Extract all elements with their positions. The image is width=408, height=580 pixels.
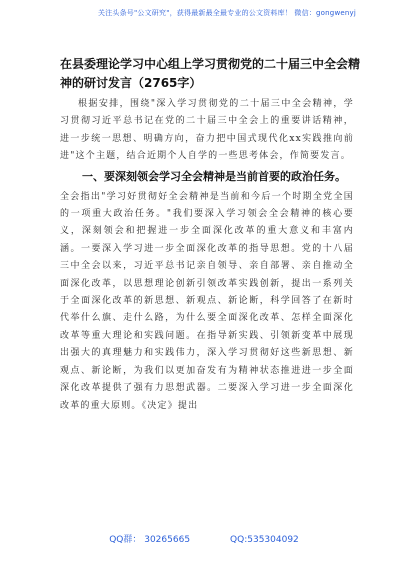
- footer-contact: [0, 532, 408, 545]
- footer-qq-group: QQ群： 30265665: [109, 535, 191, 545]
- section-body-1: 全会指出"学习好贯彻好全会精神是当前和今后一个时期全党全国的一项重大政治任务。"我们要深入学习领会全会精神的核心要义，深刻领会和把握进一步全面深化改革的重大意义和丰富内涵。一要深入学习进一步全面深化改革的指导思想。党的十八届三中全会以来，习近平总书记亲自领导、亲自部署、亲自推动全面深化改革，以思想理论创新引领改革实践创新，提出一系列关于全面深化改革的新思想、新观点、新论断，科学回答了在新时代举什么旗、走什么路，为什么要全面深化改革、怎样全面深化改革等重大理论和实践问题。在指导新实践、引领新变革中展现出强大的真理魅力和实践伟力，深入学习贯彻好这些新思想、新观点、新论断，为我们以更加奋发有为精神状态推进进一步全面深化改革提供了强有力思想武器。二要深入学习进一步全面深化改革的重大原则。《决定》提出: [60, 191, 354, 411]
- document-body: [60, 96, 354, 417]
- section-heading-1: 一、要深刻领会学习全会精神是当前首要的政治任务。: [82, 169, 346, 183]
- document-title: 在县委理论学习中心组上学习贯彻党的二十届三中全会精神的研讨发言（2765字）: [60, 57, 361, 90]
- intro-paragraph: 根据安排，围绕"深入学习贯彻党的二十届三中全会精神，学习贯彻习近平总书记在党的二十届三中全会上的重要讲话精神，进一步统一思想、明确方向，奋力把中国式现代化xx实践推向前进"这个主题，结合近期个人自学的一些思考体会，作简要发言。: [60, 99, 354, 162]
- header-promo-text: 关注头条号"公文研究"，获得最新最全最专业的公文资料库！ 微信：gongwenyj: [97, 9, 356, 17]
- footer-qq: QQ:535304092: [230, 535, 299, 545]
